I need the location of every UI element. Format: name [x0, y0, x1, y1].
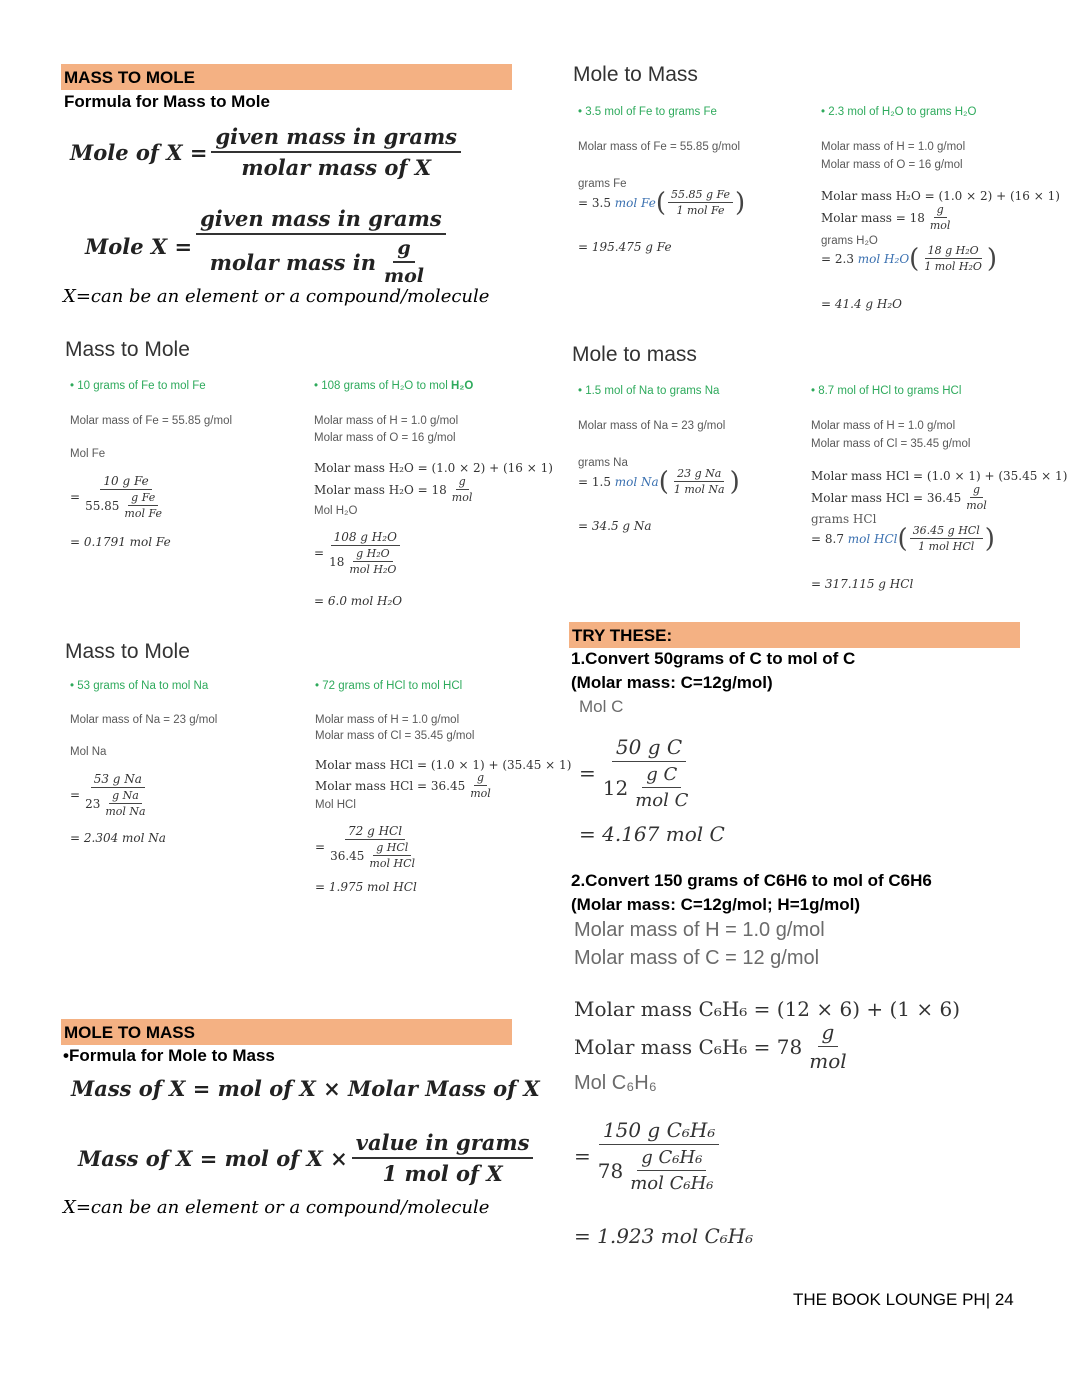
- molar-mass-line: Molar mass of H = 1.0 g/mol: [821, 141, 966, 153]
- result-text: = 2.304 mol Na: [70, 831, 166, 845]
- den-value: 18: [329, 554, 345, 569]
- den-value: 78: [597, 1158, 624, 1183]
- unit-denominator: mol HCl: [369, 857, 416, 870]
- result-text: = 0.1791 mol Fe: [70, 535, 171, 549]
- denominator: [599, 762, 700, 811]
- molar-mass-line: Molar mass of H = 1.0 g/mol: [574, 919, 825, 941]
- calc-line: Molar mass H₂O = (1.0 × 2) + (16 × 1): [821, 189, 1060, 203]
- conversion-equation: [314, 530, 406, 576]
- den-unit-fraction: [346, 547, 399, 576]
- result: [70, 535, 171, 549]
- example-bullet: • 3.5 mol of Fe to grams Fe: [578, 106, 717, 118]
- question-2-line-2: (Molar mass: C=12g/mol; H=1g/mol): [571, 895, 861, 914]
- result: [314, 594, 402, 608]
- calc-label: grams H₂O: [821, 235, 878, 247]
- unit-numerator: g: [934, 203, 947, 218]
- conversion-equation: [579, 735, 702, 811]
- formula-fraction: [211, 124, 461, 180]
- numerator: 23 g Na: [674, 467, 724, 482]
- main-fraction: [326, 530, 404, 576]
- numerator: 72 g HCl: [345, 824, 405, 840]
- numerator: 36.45 g HCl: [910, 524, 983, 539]
- formula-mass-of-x: Mass of X = mol of X × Molar Mass of X: [71, 1076, 540, 1101]
- unit-fraction: [963, 483, 990, 512]
- unit-numerator: g: [474, 771, 487, 786]
- numerator: value in grams: [352, 1130, 534, 1159]
- eq-unit: mol Na: [614, 474, 659, 489]
- result: [578, 240, 672, 254]
- result: [821, 297, 902, 311]
- unit-denominator: mol: [383, 265, 424, 287]
- left-paren: (: [655, 187, 666, 218]
- molar-mass-line: Molar mass of Fe = 55.85 g/mol: [578, 141, 741, 153]
- eq-unit: mol HCl: [847, 531, 898, 546]
- result-text: = 1.923 mol C₆H₆: [574, 1224, 754, 1248]
- conversion-equation: [70, 772, 156, 818]
- result-text: = 1.975 mol HCl: [315, 880, 417, 894]
- equals-sign: =: [70, 788, 81, 802]
- conversion-equation: [70, 474, 172, 520]
- bullet-text: • 108 grams of H₂O to mol: [314, 380, 451, 392]
- den-value: 23: [85, 796, 101, 811]
- calc-label: Mol Fe: [70, 448, 106, 460]
- equals-sign: =: [315, 840, 326, 854]
- example-bullet: • 53 grams of Na to mol Na: [70, 680, 209, 692]
- unit-fraction: [805, 1020, 850, 1073]
- slide-title: Mass to Mole: [65, 640, 190, 663]
- den-unit-fraction: [631, 764, 692, 811]
- calc-result: [314, 475, 477, 504]
- denominator: [82, 788, 154, 818]
- unit-numerator: g: [818, 1020, 839, 1047]
- calc-result-text: Molar mass H₂O = 18: [314, 482, 447, 497]
- molar-mass-line: Molar mass of H = 1.0 g/mol: [811, 420, 956, 432]
- main-fraction: [82, 772, 154, 818]
- equals-sign: =: [579, 761, 596, 785]
- result: [70, 831, 166, 845]
- conversion-equation: [578, 188, 745, 217]
- result: [574, 1224, 753, 1248]
- calc-label: Mol C₆H₆: [574, 1072, 657, 1094]
- denominator: molar mass of X: [241, 155, 432, 180]
- unit-denominator: mol: [470, 787, 491, 800]
- calc-label: grams Fe: [578, 178, 627, 190]
- main-fraction: [82, 474, 170, 520]
- slide-title: Mole to Mass: [573, 63, 698, 86]
- molar-mass-line: Molar mass of Na = 23 g/mol: [70, 714, 218, 726]
- numerator: 150 g C₆H₆: [599, 1118, 719, 1145]
- denominator: [326, 546, 404, 576]
- den-unit-fraction: [366, 841, 418, 870]
- formula-fraction: [352, 1130, 534, 1186]
- conversion-equation: [811, 524, 995, 553]
- left-paren: (: [897, 523, 908, 554]
- numerator: given mass in grams: [196, 206, 446, 235]
- numerator: 108 g H₂O: [331, 530, 400, 546]
- conversion-equation: [578, 467, 740, 496]
- unit-denominator: mol: [809, 1049, 847, 1073]
- unit-numerator: g: [456, 475, 469, 490]
- right-paren: ): [729, 466, 740, 497]
- conversion-fraction: [668, 188, 733, 217]
- calc-result: [315, 771, 496, 800]
- unit-numerator: g H₂O: [353, 547, 393, 562]
- numerator: 18 g H₂O: [925, 244, 982, 259]
- formula-subheading: •Formula for Mole to Mass: [63, 1046, 275, 1065]
- unit-numerator: g Na: [109, 789, 142, 804]
- den-value: 36.45: [330, 848, 365, 863]
- unit-denominator: mol C₆H₆: [630, 1173, 714, 1194]
- slide-title: Mass to Mole: [65, 338, 190, 361]
- formula-note: X=can be an element or a compound/molecule: [63, 1197, 490, 1218]
- unit-numerator: g Fe: [128, 491, 158, 506]
- right-paren: ): [986, 243, 998, 274]
- unit-denominator: mol: [966, 499, 987, 512]
- molar-mass-line: Molar mass of Fe = 55.85 g/mol: [70, 415, 233, 427]
- unit-numerator: g C₆H₆: [637, 1147, 706, 1171]
- unit-fraction: [449, 475, 476, 504]
- calc-label-text: grams HCl: [811, 512, 877, 526]
- formula-lhs: Mole X =: [85, 234, 193, 259]
- conversion-equation: [574, 1118, 728, 1194]
- unit-denominator: mol C: [635, 790, 689, 811]
- calc-result-text: Molar mass HCl = 36.45: [811, 490, 962, 505]
- formula-subheading: Formula for Mass to Mole: [64, 92, 270, 111]
- main-fraction: [594, 1118, 725, 1194]
- calc-line: Molar mass HCl = (1.0 × 1) + (35.45 × 1): [811, 469, 1068, 483]
- result: [811, 577, 913, 591]
- unit-numerator: g: [393, 237, 414, 263]
- calc-label: Mol HCl: [315, 799, 356, 811]
- question-1-line-1: 1.Convert 50grams of C to mol of C: [571, 649, 856, 668]
- calc-label: Mol C: [579, 697, 624, 716]
- formula-mole-x: [85, 206, 450, 287]
- result-text: = 34.5 g Na: [578, 519, 652, 533]
- eq-unit: mol Fe: [614, 195, 656, 210]
- den-unit-fraction: [626, 1147, 717, 1194]
- conversion-fraction: [671, 467, 728, 496]
- unit-fraction: [380, 237, 428, 287]
- den-value: 12: [602, 775, 629, 800]
- question-1-line-2: (Molar mass: C=12g/mol): [571, 673, 773, 692]
- molar-mass-line: Molar mass of O = 16 g/mol: [314, 432, 456, 444]
- denominator: 1 mol of X: [382, 1161, 503, 1186]
- result: [578, 519, 652, 533]
- conversion-fraction: [921, 244, 985, 273]
- equals-sign: =: [70, 490, 81, 504]
- molar-mass-line: Molar mass of Na = 23 g/mol: [578, 420, 726, 432]
- example-bullet: [314, 380, 473, 392]
- unit-fraction: [467, 771, 494, 800]
- calc-line: Molar mass HCl = (1.0 × 1) + (35.45 × 1): [315, 758, 572, 772]
- molar-mass-line: Molar mass of Cl = 35.45 g/mol: [811, 438, 971, 450]
- result-text: = 195.475 g Fe: [578, 240, 672, 254]
- slide-title: Mole to mass: [572, 343, 697, 366]
- denominator: 1 mol H₂O: [924, 260, 982, 273]
- unit-fraction: [927, 203, 954, 232]
- numerator: given mass in grams: [211, 124, 461, 153]
- eq-unit: mol H₂O: [857, 251, 910, 266]
- formula-fraction: [196, 206, 446, 287]
- example-bullet: • 8.7 mol of HCl to grams HCl: [811, 385, 962, 397]
- calc-result-text: Molar mass C₆H₆ = 78: [574, 1034, 803, 1059]
- eq-prefix: = 1.5: [578, 474, 611, 489]
- section-banner-mass-to-mole: MASS TO MOLE: [61, 64, 512, 90]
- calc-result-text: Molar mass HCl = 36.45: [315, 778, 466, 793]
- left-paren: (: [909, 243, 920, 274]
- bullet-bold-text: H₂O: [450, 380, 474, 392]
- molar-mass-line: Molar mass of Cl = 35.45 g/mol: [315, 730, 475, 742]
- eq-prefix: = 2.3: [821, 251, 854, 266]
- unit-denominator: mol: [451, 491, 473, 504]
- example-bullet: • 1.5 mol of Na to grams Na: [578, 385, 720, 397]
- section-banner-mole-to-mass: MOLE TO MASS: [61, 1019, 512, 1045]
- equals-sign: =: [574, 1144, 591, 1168]
- calc-line: Molar mass C₆H₆ = (12 × 6) + (1 × 6): [574, 997, 961, 1021]
- calc-result: [574, 1020, 854, 1073]
- numerator: 10 g Fe: [100, 474, 151, 490]
- calc-result: [811, 483, 992, 512]
- result-text: = 41.4 g H₂O: [821, 297, 903, 311]
- den-unit-fraction: [102, 789, 148, 818]
- formula-mole-of-x: [70, 124, 465, 180]
- question-2-line-1: 2.Convert 150 grams of C6H6 to mol of C6H6: [571, 871, 932, 890]
- eq-prefix: = 8.7: [811, 531, 844, 546]
- unit-denominator: mol Na: [105, 805, 146, 818]
- result-text: = 317.115 g HCl: [811, 577, 914, 591]
- molar-mass-line: Molar mass of O = 16 g/mol: [821, 159, 963, 171]
- conversion-equation: [821, 244, 997, 273]
- numerator: 53 g Na: [91, 772, 145, 788]
- conversion-equation: [315, 824, 425, 870]
- conversion-fraction: [910, 524, 983, 553]
- formula-note: X=can be an element or a compound/molecule: [63, 286, 490, 307]
- unit-denominator: mol Fe: [124, 507, 163, 520]
- right-paren: ): [735, 187, 746, 218]
- calc-label: grams Na: [578, 457, 628, 469]
- den-value: 55.85: [85, 498, 120, 513]
- result: [579, 822, 725, 846]
- unit-denominator: mol H₂O: [349, 563, 397, 576]
- result: [315, 880, 417, 894]
- example-bullet: • 2.3 mol of H₂O to grams H₂O: [821, 106, 977, 118]
- result-text: = 4.167 mol C: [579, 822, 725, 846]
- calc-result: [821, 203, 955, 232]
- molar-mass-line: Molar mass of H = 1.0 g/mol: [314, 415, 459, 427]
- unit-numerator: g HCl: [373, 841, 411, 856]
- formula-mass-of-x-fraction: [78, 1130, 537, 1186]
- denominator-text: molar mass in: [209, 249, 376, 275]
- section-banner-try-these: TRY THESE:: [569, 622, 1020, 648]
- unit-denominator: mol: [929, 219, 951, 232]
- left-paren: (: [658, 466, 669, 497]
- formula-lhs: Mole of X =: [70, 139, 208, 165]
- calc-label: Mol Na: [70, 746, 107, 758]
- main-fraction: [599, 735, 700, 811]
- unit-numerator: g C: [642, 764, 681, 788]
- formula-lhs: Mass of X = mol of X ×: [78, 1145, 348, 1171]
- result-text: = 6.0 mol H₂O: [314, 594, 403, 608]
- denominator: 1 mol Fe: [676, 204, 725, 217]
- right-paren: ): [984, 523, 995, 554]
- page-footer: THE BOOK LOUNGE PH| 24: [793, 1290, 1014, 1309]
- numerator: 55.85 g Fe: [668, 188, 733, 203]
- denominator: [594, 1145, 725, 1194]
- unit-numerator: g: [970, 483, 983, 498]
- eq-prefix: = 3.5: [578, 195, 611, 210]
- calc-label: Mol H₂O: [314, 505, 358, 517]
- main-fraction: [327, 824, 423, 870]
- denominator: [82, 490, 170, 520]
- denominator: [327, 840, 423, 870]
- example-bullet: • 72 grams of HCl to mol HCl: [315, 680, 463, 692]
- molar-mass-line: Molar mass of H = 1.0 g/mol: [315, 714, 460, 726]
- denominator: 1 mol HCl: [918, 540, 975, 553]
- numerator: 50 g C: [612, 735, 686, 762]
- calc-line: Molar mass H₂O = (1.0 × 2) + (16 × 1): [314, 461, 553, 475]
- example-bullet: • 10 grams of Fe to mol Fe: [70, 380, 206, 392]
- equals-sign: =: [314, 546, 325, 560]
- molar-mass-line: Molar mass of C = 12 g/mol: [574, 947, 820, 969]
- denominator: 1 mol Na: [673, 483, 725, 496]
- denominator: [206, 235, 436, 287]
- den-unit-fraction: [121, 491, 165, 520]
- calc-result-text: Molar mass = 18: [821, 210, 925, 225]
